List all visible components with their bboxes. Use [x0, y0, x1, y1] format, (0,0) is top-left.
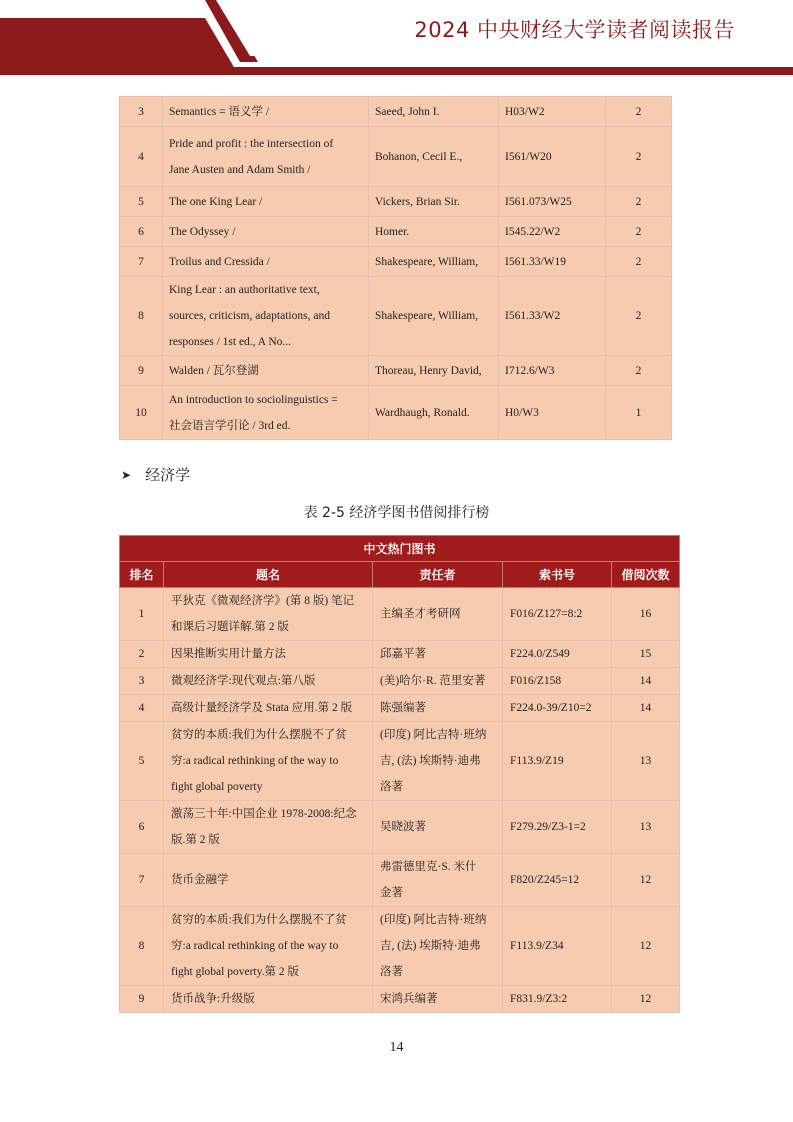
count-cell: 14: [612, 695, 680, 722]
title-cell: [164, 986, 373, 1013]
rank-cell: 2: [120, 641, 164, 668]
cell-line: (印度) 阿比吉特·班纳: [380, 729, 487, 741]
call-number-cell: F016/Z127=8:2: [503, 588, 612, 641]
title-cell: [163, 247, 369, 277]
cell-line: Jane Austen and Adam Smith /: [169, 163, 311, 176]
author-cell: [373, 986, 503, 1013]
rank-cell: 10: [120, 386, 163, 440]
author-cell: Wardhaugh, Ronald.: [369, 386, 499, 440]
cell-line: 主编圣才考研网: [380, 608, 461, 620]
cell-line: 版.第 2 版: [171, 834, 220, 846]
count-cell: 2: [606, 187, 672, 217]
cell-line: 社会语言学引论 / 3rd ed.: [169, 419, 291, 432]
column-header: 借阅次数: [612, 562, 680, 588]
cell-line: 微观经济学:现代观点:第八版: [171, 675, 316, 687]
call-number-cell: H0/W3: [499, 386, 606, 440]
call-number-cell: I712.6/W3: [499, 356, 606, 386]
call-number-cell: H03/W2: [499, 97, 606, 127]
title-cell: [164, 722, 373, 801]
rank-cell: 1: [120, 588, 164, 641]
title-cell: [164, 588, 373, 641]
cell-line: 货币金融学: [171, 874, 229, 886]
title-cell: [163, 277, 369, 356]
cell-line: 激荡三十年:中国企业 1978-2008:纪念: [171, 808, 357, 820]
author-cell: Homer.: [369, 217, 499, 247]
table-row: [120, 986, 680, 1013]
title-cell: [164, 854, 373, 907]
rank-cell: 6: [120, 217, 163, 247]
cell-line: Semantics = 语义学 /: [169, 105, 270, 118]
title-cell: [163, 217, 369, 247]
cell-line: 平狄克《微观经济学》(第 8 版) 笔记: [171, 595, 355, 607]
author-cell: Saeed, John I.: [369, 97, 499, 127]
table-row: [120, 247, 672, 277]
table-row: [120, 668, 680, 695]
rank-cell: 4: [120, 695, 164, 722]
author-cell: [373, 588, 503, 641]
call-number-cell: F831.9/Z3:2: [503, 986, 612, 1013]
bullet-arrow-icon: ➤: [121, 468, 132, 482]
rank-cell: 6: [120, 801, 164, 854]
rank-cell: 4: [120, 127, 163, 187]
count-cell: 14: [612, 668, 680, 695]
rank-cell: 3: [120, 97, 163, 127]
cell-line: 穷:a radical rethinking of the way to: [171, 755, 339, 767]
cell-line: 金著: [380, 887, 403, 899]
title-cell: [164, 801, 373, 854]
cell-line: 货币战争:升级版: [171, 993, 255, 1005]
table-row: [120, 386, 672, 440]
author-cell: [373, 641, 503, 668]
rank-cell: 9: [120, 986, 164, 1013]
count-cell: 12: [612, 986, 680, 1013]
title-cell: [164, 641, 373, 668]
page-header: [0, 0, 793, 80]
cell-line: The one King Lear /: [169, 195, 263, 208]
cell-line: responses / 1st ed., A No...: [169, 336, 292, 348]
count-cell: 16: [612, 588, 680, 641]
economics-books-table: [119, 535, 680, 1013]
count-cell: 2: [606, 97, 672, 127]
rank-cell: 8: [120, 907, 164, 986]
cell-line: An introduction to sociolinguistics =: [169, 393, 338, 406]
title-cell: [164, 668, 373, 695]
table-row: [120, 854, 680, 907]
title-cell: [163, 127, 369, 187]
title-cell: [163, 386, 369, 440]
rank-cell: 5: [120, 722, 164, 801]
count-cell: 2: [606, 277, 672, 356]
cell-line: 吉, (法) 埃斯特·迪弗: [380, 755, 481, 767]
title-cell: [164, 695, 373, 722]
column-header: 题名: [164, 562, 373, 588]
table-row: [120, 907, 680, 986]
table-group-header: 中文热门图书: [120, 536, 680, 562]
author-cell: Thoreau, Henry David,: [369, 356, 499, 386]
table-row: [120, 695, 680, 722]
table-row: [120, 801, 680, 854]
cell-line: King Lear : an authoritative text,: [169, 284, 320, 296]
count-cell: 1: [606, 386, 672, 440]
author-cell: [373, 854, 503, 907]
foreign-language-books-table: [119, 96, 672, 440]
cell-line: The Odyssey /: [169, 225, 236, 238]
cell-line: 吴晓波著: [380, 821, 426, 833]
count-cell: 2: [606, 127, 672, 187]
cell-line: 洛著: [380, 781, 403, 793]
cell-line: 洛著: [380, 966, 403, 978]
rank-cell: 7: [120, 247, 163, 277]
table-row: [120, 217, 672, 247]
author-cell: [373, 801, 503, 854]
rank-cell: 9: [120, 356, 163, 386]
cell-line: 陈强编著: [380, 702, 426, 714]
table-row: [120, 722, 680, 801]
call-number-cell: I545.22/W2: [499, 217, 606, 247]
cell-line: Pride and profit : the intersection of: [169, 137, 334, 150]
author-cell: Shakespeare, William,: [369, 247, 499, 277]
cell-line: sources, criticism, adaptations, and: [169, 310, 330, 322]
cell-line: 贫穷的本质:我们为什么摆脱不了贫: [171, 729, 347, 741]
author-cell: [373, 695, 503, 722]
rank-cell: 7: [120, 854, 164, 907]
table-row: [120, 641, 680, 668]
report-title: 2024 中央财经大学读者阅读报告: [414, 18, 735, 42]
rank-cell: 8: [120, 277, 163, 356]
table-row: [120, 356, 672, 386]
column-header: 责任者: [373, 562, 503, 588]
author-cell: [373, 907, 503, 986]
table-caption: 表 2-5 经济学图书借阅排行榜: [303, 505, 490, 521]
cell-line: 贫穷的本质:我们为什么摆脱不了贫: [171, 914, 347, 926]
call-number-cell: I561.073/W25: [499, 187, 606, 217]
title-cell: [164, 907, 373, 986]
title-cell: [163, 97, 369, 127]
cell-line: Troilus and Cressida /: [169, 255, 270, 268]
call-number-cell: I561.33/W19: [499, 247, 606, 277]
cell-line: 邱嘉平著: [380, 648, 426, 660]
cell-line: (印度) 阿比吉特·班纳: [380, 914, 487, 926]
column-header: 排名: [120, 562, 164, 588]
rank-cell: 5: [120, 187, 163, 217]
section-heading: [121, 464, 190, 485]
table-row: [120, 187, 672, 217]
count-cell: 13: [612, 801, 680, 854]
count-cell: 12: [612, 854, 680, 907]
cell-line: (美)哈尔·R. 范里安著: [380, 675, 486, 687]
table-row: [120, 277, 672, 356]
count-cell: 15: [612, 641, 680, 668]
cell-line: 弗雷德里克·S. 米什: [380, 861, 477, 873]
rank-cell: 3: [120, 668, 164, 695]
cell-line: 和课后习题详解.第 2 版: [171, 621, 289, 633]
table-row: [120, 127, 672, 187]
count-cell: 2: [606, 356, 672, 386]
column-header: 索书号: [503, 562, 612, 588]
call-number-cell: F279.29/Z3-1=2: [503, 801, 612, 854]
call-number-cell: F224.0-39/Z10=2: [503, 695, 612, 722]
call-number-cell: F224.0/Z549: [503, 641, 612, 668]
page-number: 14: [389, 1040, 404, 1055]
count-cell: 13: [612, 722, 680, 801]
call-number-cell: F113.9/Z34: [503, 907, 612, 986]
call-number-cell: F113.9/Z19: [503, 722, 612, 801]
title-cell: [163, 356, 369, 386]
cell-line: fight global poverty.第 2 版: [171, 966, 299, 978]
count-cell: 12: [612, 907, 680, 986]
cell-line: 高级计量经济学及 Stata 应用.第 2 版: [171, 702, 353, 714]
title-cell: [163, 187, 369, 217]
call-number-cell: F016/Z158: [503, 668, 612, 695]
cell-line: 吉, (法) 埃斯特·迪弗: [380, 940, 481, 952]
cell-line: 穷:a radical rethinking of the way to: [171, 940, 339, 952]
author-cell: [373, 722, 503, 801]
cell-line: 宋鸿兵编著: [380, 993, 438, 1005]
author-cell: Vickers, Brian Sir.: [369, 187, 499, 217]
cell-line: 因果推断实用计量方法: [171, 648, 286, 660]
call-number-cell: F820/Z245=12: [503, 854, 612, 907]
call-number-cell: I561/W20: [499, 127, 606, 187]
section-title: 经济学: [145, 466, 191, 484]
table-row: [120, 97, 672, 127]
call-number-cell: I561.33/W2: [499, 277, 606, 356]
author-cell: Bohanon, Cecil E.,: [369, 127, 499, 187]
author-cell: [373, 668, 503, 695]
cell-line: fight global poverty: [171, 781, 263, 793]
author-cell: Shakespeare, William,: [369, 277, 499, 356]
count-cell: 2: [606, 217, 672, 247]
cell-line: Walden / 瓦尔登湖: [169, 364, 259, 377]
count-cell: 2: [606, 247, 672, 277]
table-row: [120, 588, 680, 641]
